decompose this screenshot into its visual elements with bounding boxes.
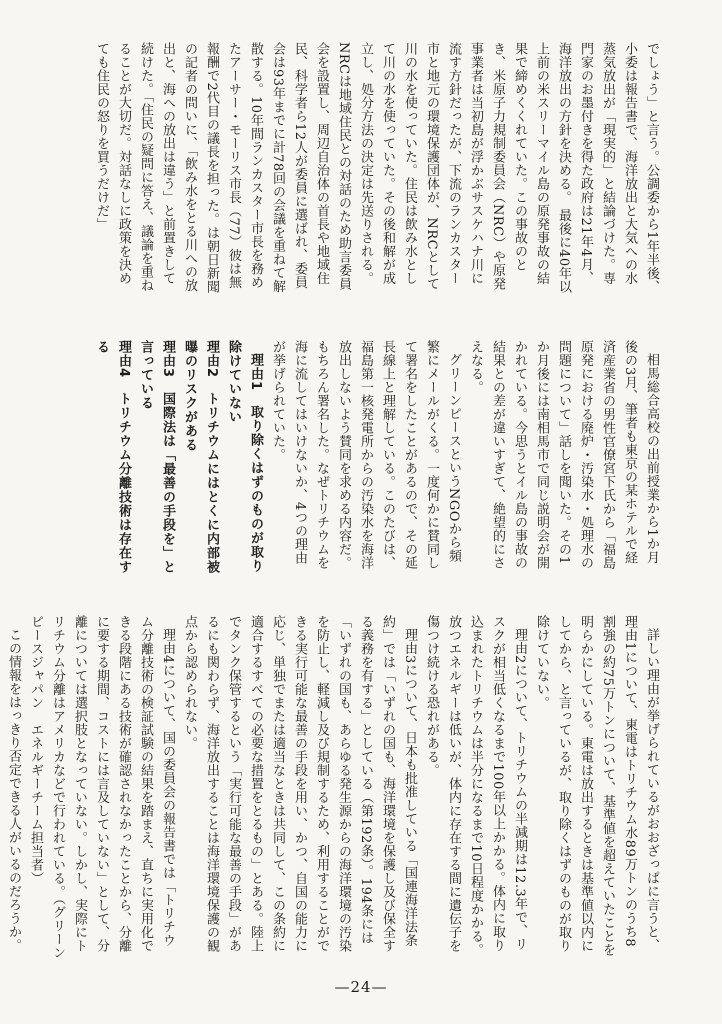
paragraph: グリーンピースというNGOから頻繁にメールがくる。一度何かに賛同して署名をしたことがあるので、その延長線上と理解している。このたびは、福島第一核発電所からの汚染水を海洋放出しないよう賛同を求める内容だ。もちろん署名した。なぜトリチウムを海に流してはいけないか、4つの理由が挙げられていた。	[270, 340, 461, 570]
text-column-middle	[44, 340, 662, 575]
paragraph: 詳しい理由が挙げられているがおおざっぱに言うと、理由1について、東電はトリチウム水89万トンのうち8割強の約75万トンについて、基準値を超えていたことを明らかにしている。東電は放出するときは基準値以内にしてから、と言っているが、取り除くはずのものが取り除けていない。	[534, 615, 659, 957]
text-column-top	[44, 42, 662, 297]
reason-2: 理由2 トリチウムにはとくに内部被曝のリスクがある	[182, 340, 219, 575]
text-column-bottom	[6, 615, 662, 960]
paragraph: 相馬総合高校の出前授業から1か月後の3月、筆者も東京の某ホテルで経済産業省の男性官僚宮下氏から「福島原発における廃炉・汚染水・処理水の問題について」話しを聞いた。その1か月後には南相馬市で同じ説明会が開かれている。今思うとイル島の事故の結果との差が違いすぎて、絶望的にさえなる。	[468, 340, 659, 570]
reason-list	[90, 340, 266, 575]
paragraph-text: この情報をはっきり否定できる人がいるのだろうか。	[6, 628, 21, 952]
paragraph: でしょう」と言う。公調委から1年半後、小委は報告書で、海洋放出と大気への水蒸気放出が「現実的」と結論づけた。専門家のお墨付きを得た政府は21年4月、海洋放出の方針を決める。 最後に40年以上前の米スリーマイル島の原発事故の結果で締めくくれていた。この事故のとき、米原子力規制委員会（NRC）や原発事業者は当初島が浮かぶサスケハナ川に流す方針だったが、下流のランカスター市と地元の環境保護団体が、NRCとして川の水を使っていた。住民は飲み水として川の水を使っていた。その後和解が成立し、処分方法の決定は先送りされる。NRCは地域住民との対話のため助言委員会を設置し、周辺自治体の首長や地域住民、科学者ら12人が委員に選ばれ、委員会は93年までに計78回の会議を重ねて解散する。10年間ランカスター市長を務めたアーサー・モーリス市長（77）彼は無報酬で2代目の議長を担った。は朝日新聞の記者の問いに、「飲み水をとる川への放出と、海への放出は違う」と前置きして続けた。「住民の疑問に答え、議論を重ねることが大切だ。対話なしに政策を決めても住民の怒りを買うだけだ」	[94, 42, 659, 294]
paragraph	[0, 615, 24, 960]
paragraph: 理由3について、日本も批准している「国連海洋法条約」では「いずれの国も、海洋環境を保護し及び保全する義務を有する」としている（第192条）。194条には「いずれの国も、あらゆる発生源からの海洋環境の汚染を防止し、軽減し及び規制するため、利用することができる実行可能な最善の手段を用い、かつ、自国の能力に応じ、単独でまたは適当なときは共同して、この条約に適合するすべての必要な措置をとるもの」とある。陸上でタンク保管するという「実行可能な最善の手段」があるにも関わらず、海洋放出することは海洋環境保護の観点から認められない。	[182, 615, 417, 953]
reason-4: 理由4 トリチウム分離技術は存在する	[94, 340, 131, 575]
reason-1: 理由1 取り除くはずのものが取り除けていない	[226, 340, 263, 574]
page-number: —24—	[334, 978, 388, 996]
reason-3: 理由3 国際法は「最善の手段を」と言っている	[138, 340, 175, 575]
paragraph: 理由4について、国の委員会の報告書では「トリチウム分離技術の検証試験の結果を踏まえ、直ちに実用化できる段階にある技術が確認されなかったことから、分離に要する期間、コストには言及していない」として、分離については選択肢となっていない。しかし、実際にトリチウム分離はアメリカなどで行われている。（グリーンピースジャパン エネルギーチーム担当者）	[28, 615, 175, 960]
paragraph: 理由2について、トリチウムの半減期は12.3年で、リスクが相当低くなるまで100年以上かかる。体内に取り込まれたトリチウムは半分になるまで10日程度かかる。放つエネルギーは低いが、体内に存在する間に遺伝子を傷つけ続ける恐れがある。	[424, 615, 527, 957]
